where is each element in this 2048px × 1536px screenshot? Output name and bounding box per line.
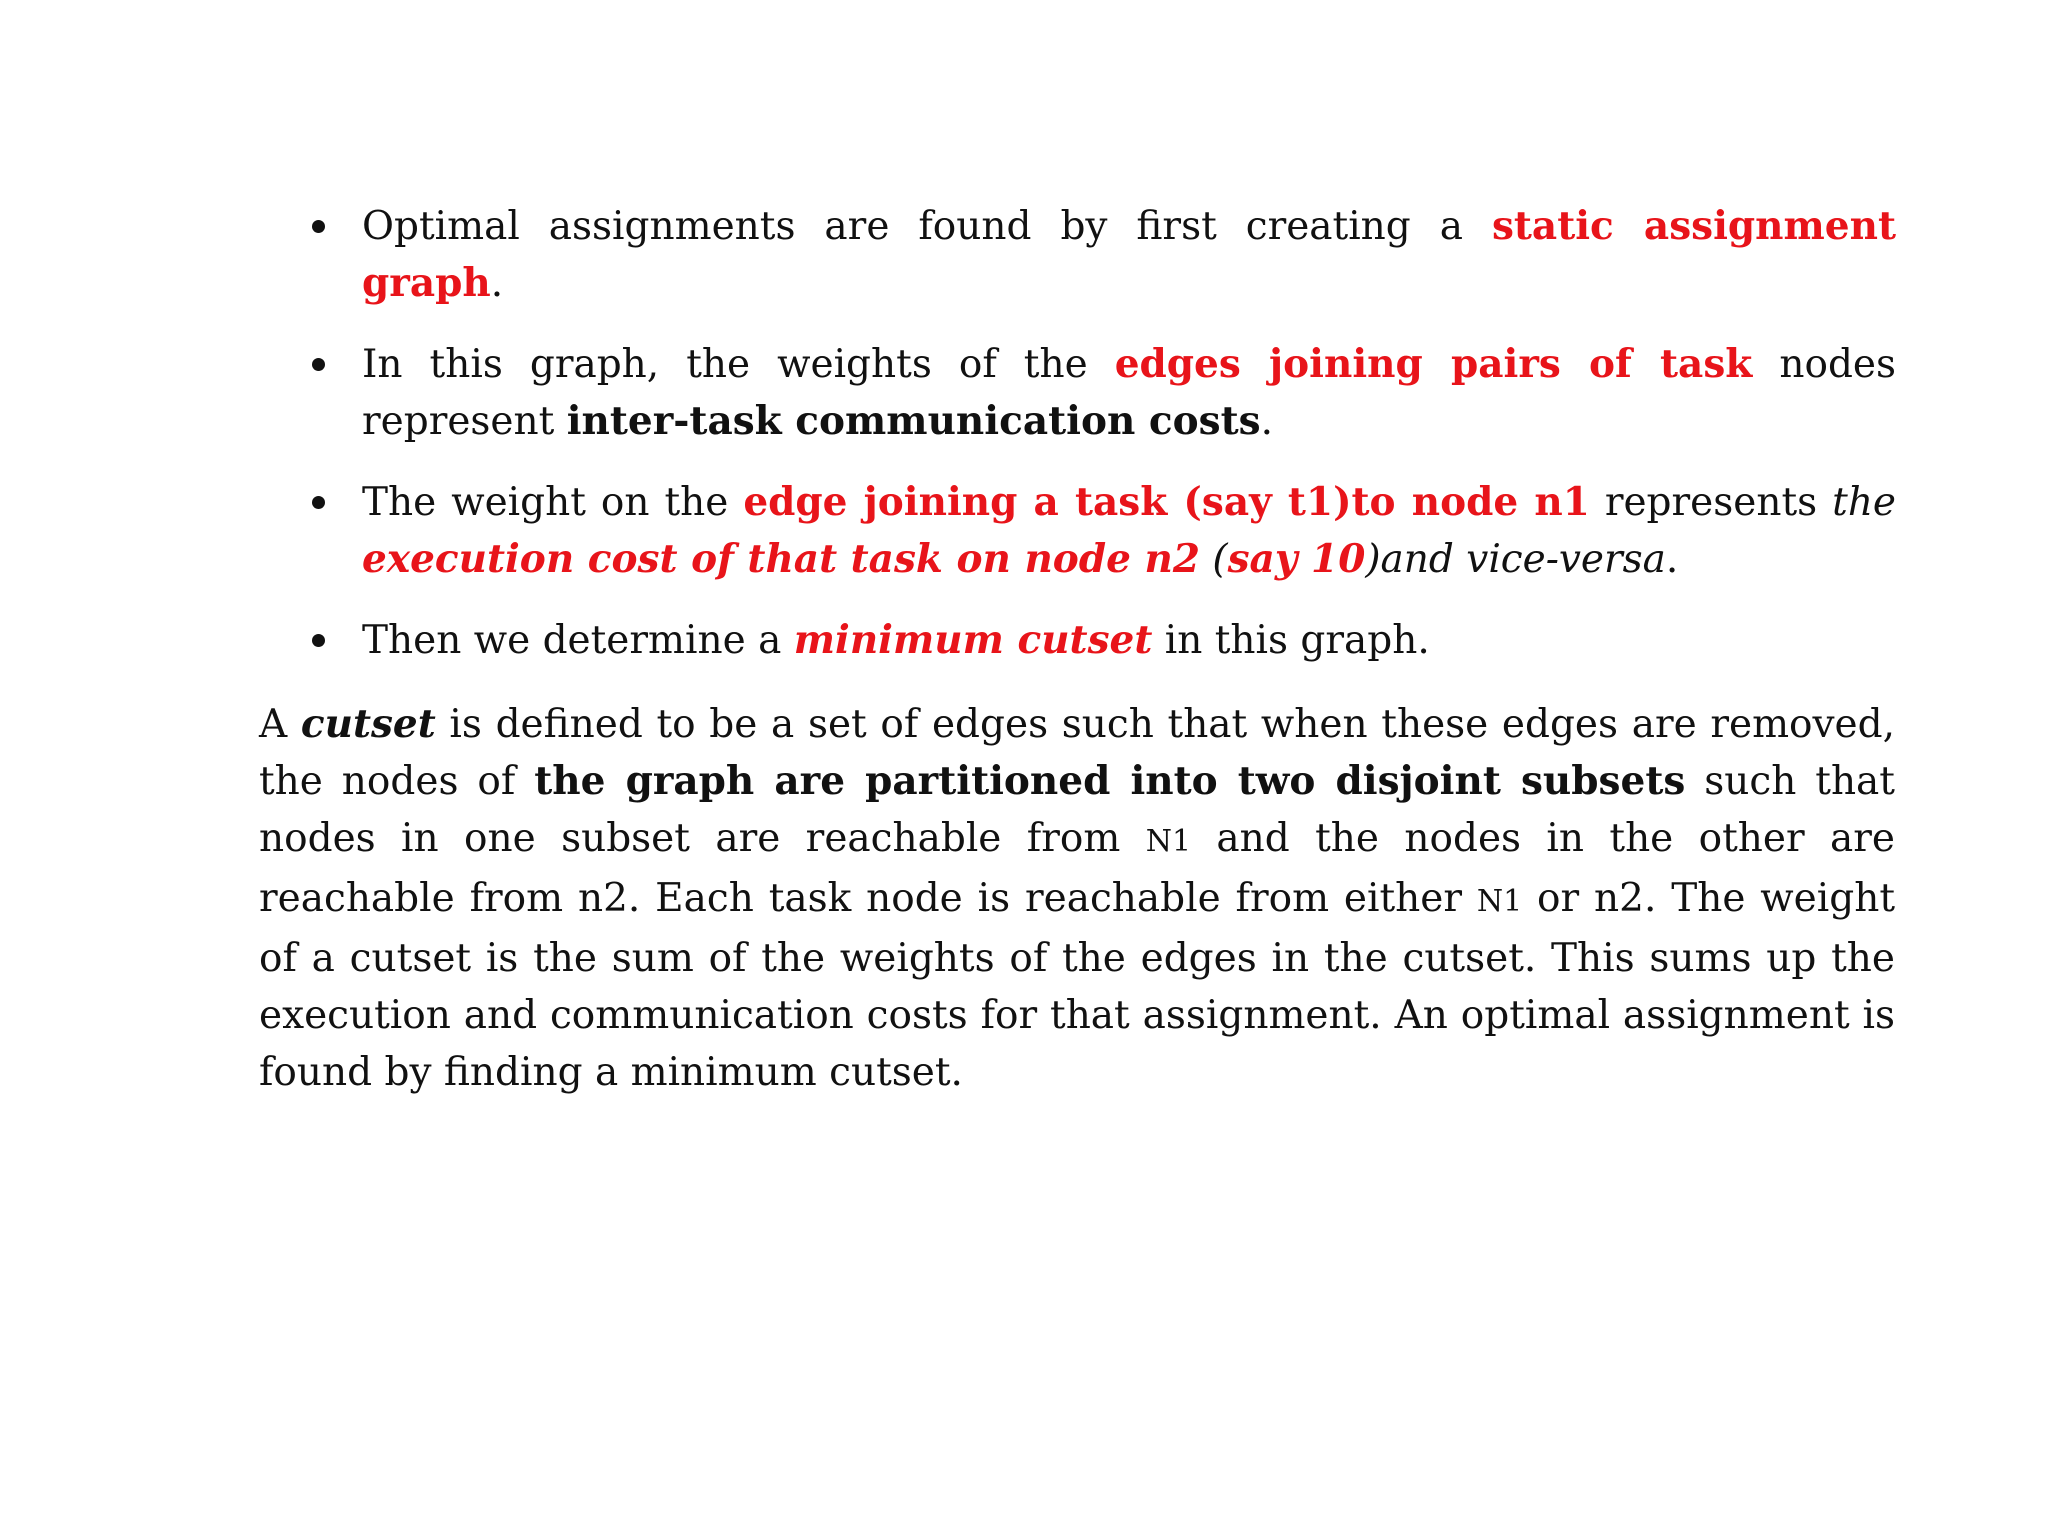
text-segment: execution cost of that task on node n2	[362, 536, 1200, 582]
cutset-definition-paragraph	[259, 696, 1895, 1101]
text-segment: .	[1665, 537, 1679, 582]
text-segment: minimum cutset	[793, 617, 1153, 663]
text-segment: The weight on the	[362, 480, 744, 525]
bullet-dot-icon	[312, 220, 325, 233]
text-segment: or n2. The weight of a cutset is the sum of the weights of the edges in the cutset. This sums up the execution and communication costs for that assignment. An optimal assignment is found by finding a minimum cutset.	[259, 876, 1895, 1095]
bullet-dot-icon	[312, 496, 325, 509]
bullet-item	[300, 612, 1896, 669]
text-segment: is defined to be a set of edges such that when these edges are removed, the nodes of	[259, 702, 1896, 804]
text-segment: .	[1260, 399, 1273, 444]
text-segment: Then we determine a	[362, 618, 794, 663]
text-segment: edge joining a task (say t1)to node n1	[743, 479, 1590, 525]
text-segment: represents	[1589, 480, 1833, 525]
bullet-dot-icon	[312, 634, 325, 647]
text-segment: )and vice-versa	[1365, 537, 1666, 582]
text-segment: In this graph, the weights of the	[362, 342, 1115, 387]
bullet-dot-icon	[312, 358, 325, 371]
text-segment: Optimal assignments are found by first creating a	[362, 204, 1492, 249]
bullet-item	[300, 474, 1896, 588]
bullet-item	[300, 198, 1896, 312]
text-segment: .	[490, 261, 504, 306]
text-segment: (	[1199, 537, 1228, 582]
text-segment: the graph are partitioned into two disjoint subsets	[534, 758, 1686, 804]
text-segment: in this graph.	[1152, 618, 1430, 663]
text-segment: say 10	[1227, 536, 1366, 582]
text-segment: and the nodes in the other are reachable from n2. Each task node is reachable from either	[259, 816, 1895, 921]
text-segment: inter-task communication costs	[566, 398, 1261, 444]
text-segment: cutset	[300, 701, 436, 747]
text-segment: static assignment graph	[362, 203, 1896, 306]
text-segment: the	[1832, 480, 1897, 525]
text-segment: such that nodes in one subset are reachable from	[259, 759, 1895, 861]
bullet-item	[300, 336, 1896, 450]
text-segment: A	[259, 702, 301, 747]
bullet-list	[300, 198, 1896, 693]
text-segment: N1	[1476, 884, 1523, 919]
text-segment: N1	[1145, 824, 1192, 859]
text-segment: edges joining pairs of task	[1114, 341, 1753, 387]
text-segment: nodes represent	[362, 342, 1896, 444]
